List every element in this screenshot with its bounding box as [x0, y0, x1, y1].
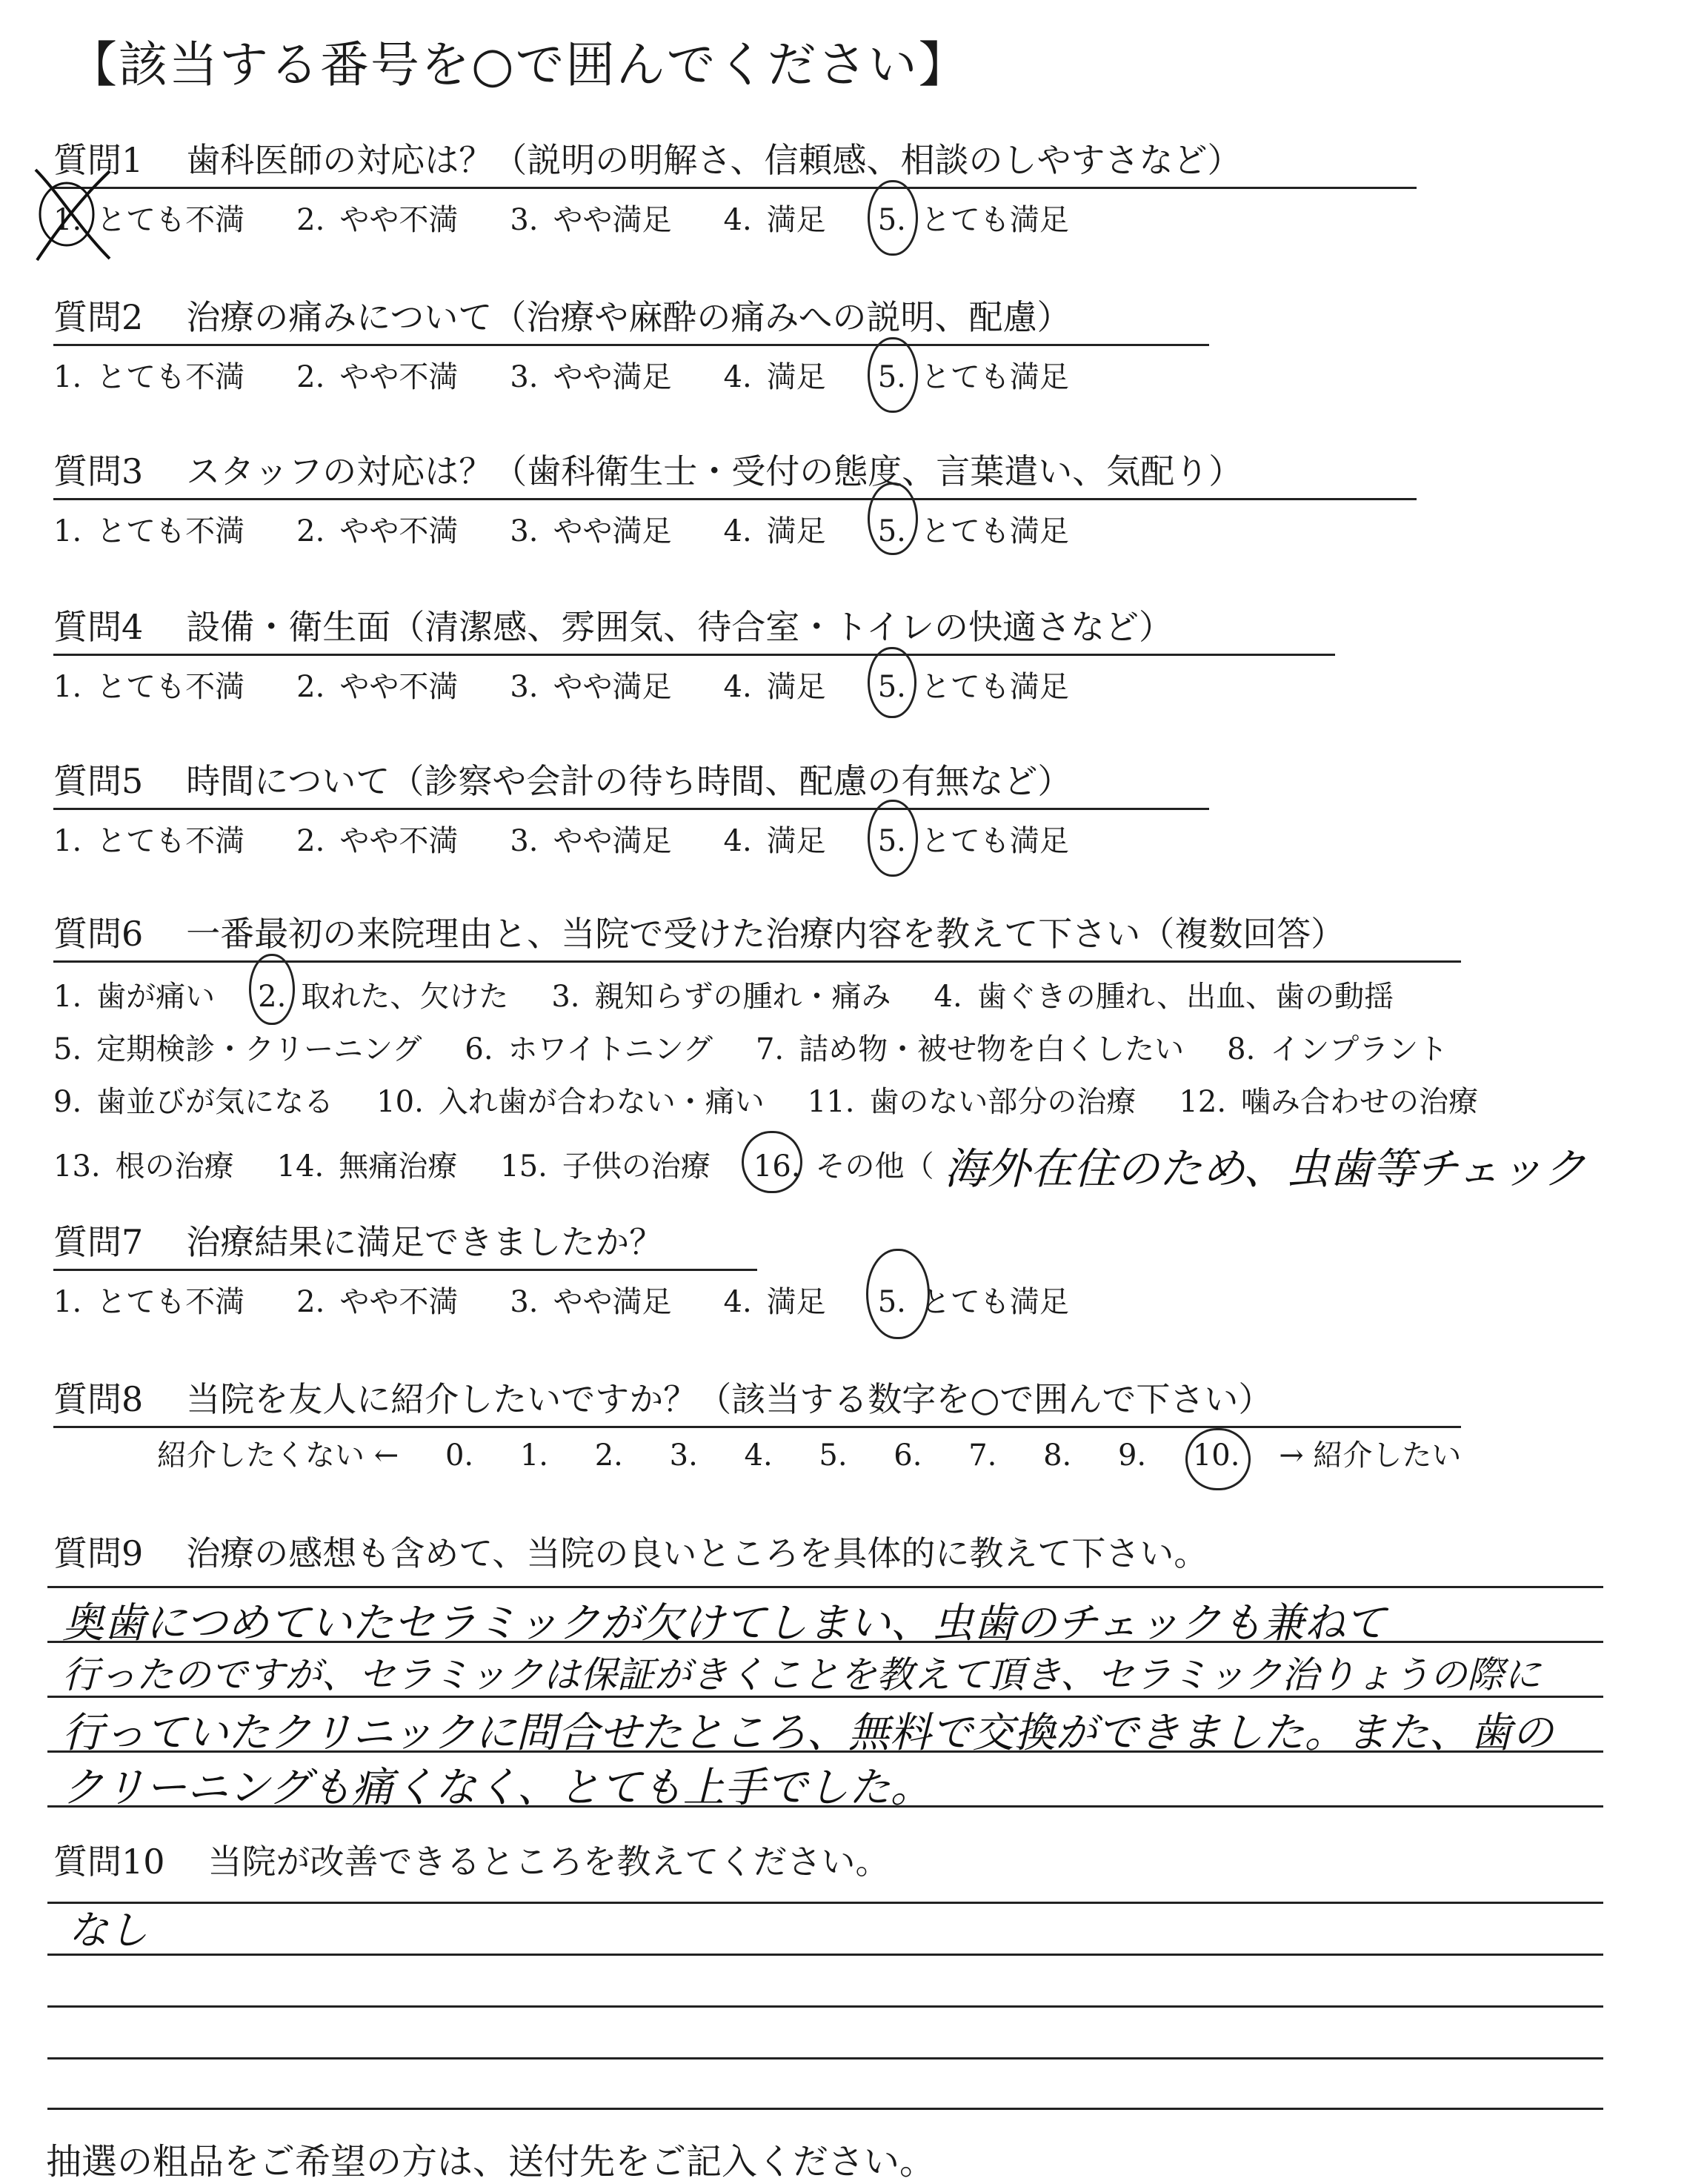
- scale-1[interactable]: 1.: [519, 1438, 549, 1473]
- scale-8[interactable]: 8.: [1043, 1438, 1072, 1473]
- question-text: 設備・衛生面（清潔感、雰囲気、待合室・トイレの快適さなど）: [186, 607, 1173, 647]
- scale-left-label: 紹介したくない ←: [157, 1438, 399, 1473]
- scale-4[interactable]: 4.: [744, 1438, 773, 1473]
- option-2[interactable]: 2. やや不満: [296, 360, 459, 394]
- question-4: [53, 600, 1683, 706]
- selection-circle: [866, 1249, 930, 1339]
- option-5[interactable]: 5. とても満足: [878, 196, 1069, 239]
- scale-10[interactable]: 10.: [1193, 1438, 1240, 1473]
- scale-6[interactable]: 6.: [894, 1438, 922, 1473]
- option-2[interactable]: 2. 取れた、欠けた: [258, 973, 508, 1015]
- cross-out-mark: [28, 162, 117, 266]
- question-number: 質問6: [53, 914, 144, 954]
- question-3: [53, 445, 1683, 550]
- option-8[interactable]: 8. インプラント: [1227, 1032, 1448, 1066]
- footer-text: 抽選の粗品をご希望の方は、送付先をご記入ください。: [46, 2141, 936, 2183]
- option-4[interactable]: 4. 歯ぐきの腫れ、出血、歯の動揺: [934, 980, 1394, 1014]
- question-text: 治療結果に満足できましたか？: [186, 1222, 664, 1262]
- option-3[interactable]: 3. やや満足: [510, 824, 672, 858]
- option-4[interactable]: 4. 満足: [723, 203, 826, 237]
- answer-options: [53, 1278, 1683, 1321]
- selection-circle: [742, 1131, 802, 1193]
- question-text: 治療の感想も含めて、当院の良いところを具体的に教えて下さい。: [186, 1533, 1208, 1573]
- option-4[interactable]: 4. 満足: [723, 1285, 826, 1319]
- q9-answer-line-3: 行っていたクリニックに問合せたところ、無料で交換ができました。また、歯の: [62, 1709, 1554, 1757]
- scale-9[interactable]: 9.: [1117, 1438, 1147, 1473]
- question-9: [53, 1527, 1683, 1576]
- option-5[interactable]: 5. とても満足: [878, 817, 1069, 860]
- option-4[interactable]: 4. 満足: [723, 670, 826, 704]
- question-text: 当院を友人に紹介したいですか？（該当する数字を○で囲んで下さい）: [186, 1379, 1273, 1419]
- option-3[interactable]: 3. やや満足: [510, 670, 672, 704]
- selection-circle: [249, 954, 295, 1025]
- writing-line: [47, 1586, 1603, 1588]
- option-1[interactable]: 1. とても不満: [53, 196, 244, 239]
- question-text: 時間について（診察や会計の待ち時間、配慮の有無など）: [186, 761, 1072, 801]
- question-text: 当院が改善できるところを教えてください。: [207, 1842, 890, 1882]
- question-1: [53, 133, 1683, 239]
- other-handwritten-answer[interactable]: 海外在住のため、虫歯等チェック: [944, 1144, 1586, 1194]
- underline: [53, 1269, 757, 1271]
- option-4[interactable]: 4. 満足: [723, 824, 826, 858]
- question-text: 歯科医師の対応は？（説明の明解さ、信頼感、相談のしやすさなど）: [186, 140, 1242, 180]
- q10-answer: なし: [68, 1907, 148, 1954]
- option-3[interactable]: 3. 親知らずの腫れ・痛み: [551, 980, 891, 1014]
- selection-circle: [868, 337, 918, 413]
- question-number: 質問5: [53, 761, 144, 801]
- option-3[interactable]: 3. やや満足: [510, 360, 672, 394]
- option-1[interactable]: 1. とても不満: [53, 824, 245, 858]
- underline: [53, 808, 1209, 810]
- scale-5[interactable]: 5.: [819, 1438, 848, 1473]
- option-12[interactable]: 12. 噛み合わせの治療: [1179, 1085, 1479, 1119]
- q9-answer-line-4: クリーニングも痛くなく、とても上手でした。: [62, 1764, 932, 1812]
- option-15[interactable]: 15. 子供の治療: [500, 1149, 711, 1184]
- recommend-scale: [157, 1432, 1461, 1474]
- scale-2[interactable]: 2.: [594, 1438, 623, 1473]
- question-number: 質問10: [53, 1842, 165, 1882]
- question-2: [53, 291, 1683, 396]
- underline: [53, 654, 1335, 656]
- scale-7[interactable]: 7.: [968, 1438, 997, 1473]
- option-7[interactable]: 7. 詰め物・被せ物を白くしたい: [755, 1032, 1185, 1066]
- scale-right-label: → 紹介したい: [1279, 1438, 1462, 1473]
- option-2[interactable]: 2. やや不満: [296, 670, 459, 704]
- answer-options: [53, 196, 1683, 239]
- option-4[interactable]: 4. 満足: [723, 360, 826, 394]
- question-text: 一番最初の来院理由と、当院で受けた治療内容を教えて下さい（複数回答）: [186, 914, 1345, 954]
- option-2[interactable]: 2. やや不満: [296, 203, 459, 237]
- writing-line: [47, 1954, 1603, 1956]
- option-1[interactable]: 1. とても不満: [53, 360, 245, 394]
- writing-line: [47, 2057, 1603, 2059]
- selection-circle: [868, 180, 918, 256]
- option-4[interactable]: 4. 満足: [723, 514, 826, 548]
- option-10[interactable]: 10. 入れ歯が合わない・痛い: [376, 1085, 765, 1119]
- option-1[interactable]: 1. 歯が痛い: [53, 980, 216, 1014]
- option-2[interactable]: 2. やや不満: [296, 824, 459, 858]
- answer-options: [53, 354, 1683, 396]
- q10-answer-area[interactable]: [47, 1902, 1603, 2109]
- question-text: 治療の痛みについて（治療や麻酔の痛みへの説明、配慮）: [186, 297, 1071, 337]
- option-6[interactable]: 6. ホワイトニング: [465, 1032, 713, 1066]
- answer-options: [53, 663, 1683, 706]
- question-number: 質問1: [53, 140, 144, 180]
- option-1[interactable]: 1. とても不満: [53, 670, 245, 704]
- question-7: [53, 1215, 1683, 1321]
- option-5[interactable]: 5. とても満足: [878, 663, 1069, 706]
- option-3[interactable]: 3. やや満足: [510, 514, 672, 548]
- selection-circle: [1185, 1428, 1251, 1490]
- selection-circle: [868, 800, 918, 877]
- option-14[interactable]: 14. 無痛治療: [276, 1149, 458, 1184]
- question-number: 質問4: [53, 607, 144, 647]
- option-11[interactable]: 11. 歯のない部分の治療: [807, 1085, 1137, 1119]
- question-number: 質問8: [53, 1379, 144, 1419]
- writing-line: [47, 1902, 1603, 1904]
- answer-options: [53, 973, 1683, 1196]
- question-number: 質問3: [53, 451, 144, 491]
- option-16[interactable]: 16. その他（: [753, 1143, 934, 1185]
- option-5[interactable]: 5. とても満足: [878, 508, 1069, 550]
- option-1[interactable]: 1. とても不満: [53, 1285, 245, 1319]
- question-number: 質問9: [53, 1533, 144, 1573]
- option-5[interactable]: 5. とても満足: [878, 354, 1069, 396]
- option-3[interactable]: 3. やや満足: [510, 203, 672, 237]
- option-2[interactable]: 2. やや不満: [296, 514, 459, 548]
- q9-answer-line-2: 行ったのですが、セラミックは保証がきくことを教えて頂き、セラミック治りょうの際に: [62, 1653, 1541, 1696]
- question-5: [53, 754, 1683, 860]
- page-heading: 【該当する番号を○で囲んでください】: [68, 36, 969, 93]
- underline: [53, 187, 1417, 189]
- scale-0[interactable]: 0.: [445, 1438, 474, 1473]
- answer-options: [53, 817, 1683, 860]
- writing-line: [47, 2005, 1603, 2008]
- underline: [53, 1426, 1461, 1428]
- option-13[interactable]: 13. 根の治療: [53, 1149, 234, 1184]
- underline: [53, 344, 1209, 346]
- option-2[interactable]: 2. やや不満: [296, 1285, 459, 1319]
- scale-3[interactable]: 3.: [669, 1438, 698, 1473]
- option-5[interactable]: 5. 定期検診・クリーニング: [53, 1032, 422, 1066]
- q9-answer-line-1: 奥歯につめていたセラミックが欠けてしまい、虫歯のチェックも兼ねて: [62, 1599, 1386, 1647]
- q9-answer-area[interactable]: [47, 1586, 1603, 1812]
- underline: [53, 498, 1417, 500]
- question-number: 質問7: [53, 1222, 144, 1262]
- question-10: [53, 1835, 1683, 1884]
- selection-circle: [868, 482, 918, 555]
- option-1[interactable]: 1. とても不満: [53, 514, 245, 548]
- option-9[interactable]: 9. 歯並びが気になる: [53, 1085, 334, 1119]
- option-5[interactable]: 5. とても満足: [878, 1278, 1069, 1321]
- question-6: [53, 907, 1683, 1196]
- question-text: スタッフの対応は？（歯科衛生士・受付の態度、言葉遣い、気配り）: [186, 451, 1243, 491]
- option-3[interactable]: 3. やや満足: [510, 1285, 672, 1319]
- question-number: 質問2: [53, 297, 144, 337]
- answer-options: [53, 508, 1683, 550]
- writing-line: [47, 2108, 1603, 2110]
- selection-circle: [868, 647, 916, 718]
- question-8: [53, 1373, 1683, 1428]
